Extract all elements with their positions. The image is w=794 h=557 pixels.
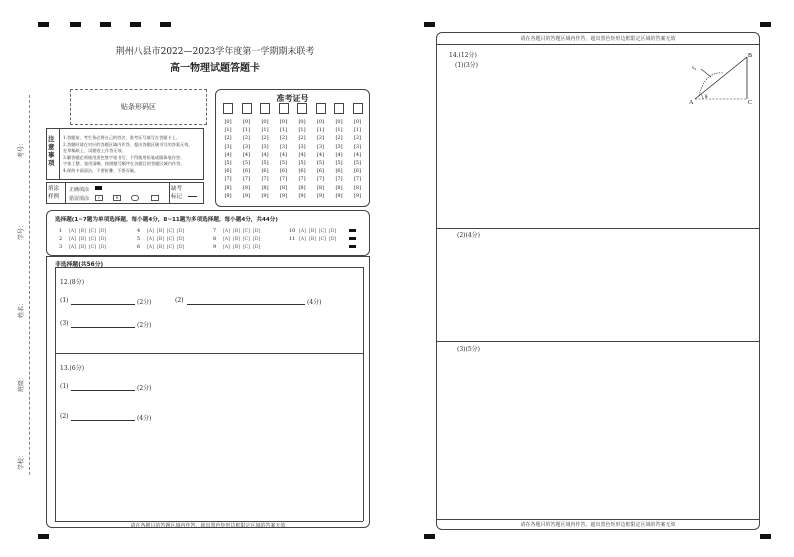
exam-id-digit-option[interactable]: [9] [224, 192, 232, 199]
exam-id-digit-option[interactable]: [7] [261, 176, 269, 183]
registration-mark [130, 22, 141, 27]
exam-id-digit-option[interactable]: [8] [335, 184, 343, 191]
absent-mark-label: 缺考标记 [171, 186, 183, 200]
wrong-fill-sample: ✓ [95, 195, 103, 201]
choice-option-bubble[interactable]: [C] [242, 229, 250, 234]
question-number: 8 [213, 236, 217, 242]
correct-fill-label: 正确填涂 [69, 187, 90, 193]
exam-id-digit-box[interactable] [260, 103, 270, 114]
title-line-2: 高一物理试题答题卡 [170, 63, 260, 74]
choice-option-bubble[interactable]: [B] [78, 237, 86, 242]
exam-id-digit-option[interactable]: [5] [353, 160, 362, 167]
choice-option-bubble[interactable]: [B] [232, 229, 240, 234]
exam-id-digit-option[interactable]: [8] [261, 184, 269, 191]
exam-id-digit-option[interactable]: [0] [279, 119, 288, 125]
choice-question-row [137, 236, 187, 242]
choice-question-row [137, 228, 187, 234]
exam-id-title: 准考证号 [276, 94, 309, 103]
exam-id-digit-option[interactable]: [8] [242, 184, 251, 191]
registration-mark [760, 534, 771, 539]
exam-id-digit-option[interactable]: [3] [224, 143, 232, 150]
choice-option-bubble[interactable]: [C] [166, 229, 174, 234]
exam-id-digit-option[interactable]: [9] [335, 192, 343, 199]
q12-part1-label: (1) [60, 297, 69, 304]
exam-id-box [215, 89, 370, 207]
choice-option-bubble[interactable]: [C] [242, 237, 250, 242]
registration-mark [100, 22, 111, 27]
exam-id-digit-option[interactable]: [0] [335, 119, 343, 125]
exam-id-digit-column [222, 118, 234, 200]
exam-id-digit-option[interactable]: [4] [353, 151, 362, 158]
exam-id-digit-box[interactable] [223, 103, 233, 114]
notes-line: 字体工整、笔迹清晰，按照题号顺序在各题目的答题区域内作答。 [63, 161, 185, 166]
exam-id-digit-option[interactable]: [0] [261, 119, 269, 125]
choice-question-row [59, 236, 109, 242]
registration-mark [424, 22, 435, 27]
choice-option-bubble[interactable]: [D] [252, 245, 261, 250]
exam-id-digit-box[interactable] [353, 103, 363, 114]
question-number: 5 [137, 236, 141, 242]
correct-fill-sample [95, 186, 102, 190]
exam-id-digit-option[interactable]: [9] [279, 192, 288, 199]
exam-id-digit-option[interactable]: [2] [242, 135, 251, 142]
nonchoice-section [46, 256, 370, 528]
q14-part1-label: (1)(3分) [455, 62, 478, 69]
q12-part2-score: (4分) [307, 299, 322, 306]
choice-option-bubble[interactable]: [B] [232, 245, 240, 250]
exam-id-digit-option[interactable]: [1] [242, 127, 251, 134]
choice-option-bubble[interactable]: [A] [147, 245, 154, 250]
exam-id-digit-option[interactable]: [2] [279, 135, 288, 142]
exam-id-digit-option[interactable]: [9] [298, 192, 306, 199]
exam-id-digit-option[interactable]: [4] [335, 151, 343, 158]
registration-mark [38, 534, 49, 539]
question-number: 1 [59, 228, 63, 234]
label-c: C [748, 100, 753, 105]
exam-id-digit-option[interactable]: [5] [316, 160, 325, 167]
notes-heading: 注意事项 [48, 135, 55, 167]
choice-option-bubble[interactable]: [B] [308, 229, 316, 234]
exam-id-digit-option[interactable]: [3] [279, 143, 288, 150]
choice-option-bubble[interactable]: [D] [176, 237, 185, 242]
fill-example-label: 填涂样例 [48, 186, 60, 200]
choice-option-bubble[interactable]: [B] [156, 237, 164, 242]
exam-id-digit-option[interactable]: [3] [242, 143, 251, 150]
exam-id-digit-option[interactable]: [2] [353, 135, 362, 142]
choice-option-bubble[interactable]: [D] [98, 245, 107, 250]
choice-question-row [213, 228, 263, 234]
q12-part2-label: (2) [175, 297, 184, 304]
choice-option-bubble[interactable]: [C] [88, 229, 96, 234]
choice-option-bubble[interactable]: [B] [78, 245, 86, 250]
right-answer-frame [436, 32, 760, 530]
question-number: 2 [59, 236, 63, 242]
choice-option-bubble[interactable]: [A] [147, 229, 154, 234]
choice-option-bubble[interactable]: [B] [308, 237, 316, 242]
timing-mark [349, 237, 356, 240]
exam-id-digit-box[interactable] [316, 103, 326, 114]
exam-id-digit-option[interactable]: [6] [335, 168, 343, 175]
wrong-fill-sample [131, 195, 139, 201]
exam-id-digit-option[interactable]: [7] [224, 176, 232, 183]
exam-id-digit-option[interactable]: [6] [316, 168, 325, 175]
exam-id-digit-option[interactable]: [7] [242, 176, 251, 183]
registration-mark [38, 22, 49, 27]
notes-line: 3.解答题必须使用黑色签字笔书写，不得使用铅笔或圆珠笔作答； [63, 155, 185, 160]
choice-question-row [213, 236, 263, 242]
exam-id-digit-option[interactable]: [1] [279, 127, 288, 134]
q12-part3-blank[interactable] [71, 320, 135, 328]
q12-part3-label: (3) [60, 320, 69, 327]
registration-mark [424, 534, 435, 539]
choice-option-bubble[interactable]: [C] [88, 245, 96, 250]
exam-id-digit-option[interactable]: [3] [353, 143, 362, 150]
choice-option-bubble[interactable]: [D] [252, 237, 261, 242]
choice-option-bubble[interactable]: [C] [166, 245, 174, 250]
exam-id-digit-option[interactable]: [7] [279, 176, 288, 183]
q12-part1-blank[interactable] [71, 297, 135, 305]
choice-option-bubble[interactable]: [A] [69, 245, 76, 250]
exam-id-digit-option[interactable]: [0] [224, 119, 232, 125]
choice-option-bubble[interactable]: [A] [223, 229, 230, 234]
exam-id-digit-option[interactable]: [1] [353, 127, 362, 134]
exam-id-digit-option[interactable]: [3] [335, 143, 343, 150]
exam-id-digit-box[interactable] [297, 103, 307, 114]
exam-id-digit-option[interactable]: [4] [279, 151, 288, 158]
exam-id-digit-option[interactable]: [6] [261, 168, 269, 175]
exam-id-digit-column [259, 118, 271, 200]
exam-id-digit-option[interactable]: [3] [316, 143, 325, 150]
exam-id-digit-option[interactable]: [2] [316, 135, 325, 142]
exam-id-digit-box[interactable] [279, 103, 289, 114]
exam-id-digit-option[interactable]: [1] [316, 127, 325, 134]
exam-id-digit-box[interactable] [242, 103, 252, 114]
barcode-area [70, 89, 207, 125]
label-a: A [689, 100, 694, 105]
exam-id-digit-option[interactable]: [2] [335, 135, 343, 142]
exam-id-digit-option[interactable]: [5] [279, 160, 288, 167]
exam-id-digit-option[interactable]: [7] [298, 176, 306, 183]
exam-id-digit-option[interactable]: [8] [316, 184, 325, 191]
exam-id-digit-option[interactable]: [0] [298, 119, 306, 125]
title-line-1: 荆州八县市2022—2023学年度第一学期期末联考 [115, 47, 315, 57]
choice-option-bubble[interactable]: [D] [98, 237, 107, 242]
velocity-arrow [701, 69, 711, 77]
q13-part2-blank[interactable] [71, 413, 135, 421]
timing-mark [349, 245, 356, 248]
incline-line [695, 57, 747, 99]
exam-id-digit-option[interactable]: [1] [261, 127, 269, 134]
question-number: 7 [213, 228, 217, 234]
label-theta: θ [705, 95, 708, 100]
q13-part1-label: (1) [60, 383, 69, 390]
q13-part2-score: (4分) [137, 415, 152, 422]
barcode-label: 贴条形码区 [121, 103, 156, 111]
choice-title: 选择题(1~7题为单项选择题，每小题4分，8~11题为多项选择题，每小题4分，共44分) [55, 217, 278, 223]
label-v0: v₀ [692, 66, 697, 71]
footer-note: 请在各题目的答题区域内作答，超出黑色矩形边框限定区域的答案无效 [520, 36, 676, 42]
notes-line: 2.答题时请在对应的答题区域内作答，超出答题区域书写的答案无效， [63, 142, 193, 147]
exam-id-digit-option[interactable]: [4] [242, 151, 251, 158]
side-label-class: 班级： [18, 373, 25, 392]
choice-option-bubble[interactable]: [D] [98, 229, 107, 234]
label-b: B [748, 53, 753, 59]
q13-part1-score: (2分) [137, 385, 152, 392]
choice-section [46, 210, 370, 256]
choice-option-bubble[interactable]: [B] [156, 229, 164, 234]
exam-id-digit-option[interactable]: [1] [335, 127, 343, 134]
question-number: 11 [289, 236, 296, 242]
q12-title: 12.(8分) [60, 279, 85, 286]
exam-id-digit-option[interactable]: [0] [316, 119, 325, 125]
registration-mark [760, 22, 771, 27]
choice-option-bubble[interactable]: [B] [232, 237, 240, 242]
theta-arc [701, 94, 703, 99]
choice-question-row [289, 236, 339, 242]
q12-part2-blank[interactable] [187, 297, 305, 305]
exam-id-digit-option[interactable]: [9] [353, 192, 362, 199]
notes-line: 在草稿纸上、试题卷上作答无效。 [63, 148, 126, 153]
choice-option-bubble[interactable]: [D] [328, 229, 337, 234]
exam-id-digit-option[interactable]: [1] [298, 127, 306, 134]
q14-part3-label: (3)(5分) [457, 346, 480, 353]
choice-option-bubble[interactable]: [A] [223, 237, 230, 242]
question-number: 9 [213, 244, 217, 250]
choice-option-bubble[interactable]: [A] [223, 245, 230, 250]
choice-option-bubble[interactable]: [A] [299, 237, 306, 242]
choice-option-bubble[interactable]: [B] [78, 229, 86, 234]
absent-mark-box[interactable] [188, 192, 197, 197]
side-label-school: 学校： [18, 451, 25, 470]
exam-id-digit-box[interactable] [334, 103, 344, 114]
choice-option-bubble[interactable]: [D] [252, 229, 261, 234]
exam-id-digit-option[interactable]: [8] [224, 184, 232, 191]
exam-id-digit-option[interactable]: [4] [298, 151, 306, 158]
exam-id-digit-option[interactable]: [5] [298, 160, 306, 167]
registration-mark [70, 22, 81, 27]
exam-id-digit-option[interactable]: [6] [242, 168, 251, 175]
q14-title: 14.(12分) [449, 52, 477, 59]
nonchoice-title: 非选择题(共56分) [55, 262, 104, 268]
exam-id-digit-option[interactable]: [6] [298, 168, 306, 175]
question-number: 4 [137, 228, 141, 234]
exam-id-digit-column [352, 118, 364, 200]
choice-option-bubble[interactable]: [A] [69, 229, 76, 234]
incline-figure [689, 49, 755, 105]
timing-mark [349, 229, 356, 232]
exam-id-digit-column [296, 118, 308, 200]
side-label-student-no: 学号： [18, 221, 25, 240]
exam-id-digit-column [241, 118, 253, 200]
notes-line: 1.答题前，考生务必将自己的姓名、准考证号填写在答题卡上。 [63, 135, 181, 140]
choice-option-bubble[interactable]: [A] [299, 229, 306, 234]
notes-box [46, 128, 204, 180]
footer-note: 请在各题目的答题区域内作答，超出黑色矩形边框限定区域的答案无效 [520, 522, 676, 528]
exam-id-digit-option[interactable]: [0] [353, 119, 362, 125]
question-number: 3 [59, 244, 63, 250]
side-label-exam-no: 考号： [18, 139, 25, 158]
registration-mark [160, 22, 171, 27]
side-label-name: 姓名： [18, 299, 25, 318]
exam-id-digit-option[interactable]: [4] [261, 151, 269, 158]
exam-id-digit-option[interactable]: [7] [316, 176, 325, 183]
exam-id-digit-option[interactable]: [6] [279, 168, 288, 175]
wrong-fill-sample [151, 195, 159, 201]
exam-id-digit-option[interactable]: [7] [353, 176, 362, 183]
exam-id-digit-option[interactable]: [9] [261, 192, 269, 199]
fill-example-box [46, 182, 204, 204]
choice-option-bubble[interactable]: [C] [242, 245, 250, 250]
question-number: 10 [289, 228, 296, 234]
exam-id-digit-option[interactable]: [5] [261, 160, 269, 167]
choice-question-row [59, 244, 109, 250]
footer-note: 请在各题目的答题区域内作答，超出黑色矩形边框限定区域的答案无效 [130, 523, 286, 529]
exam-id-digit-option[interactable]: [2] [261, 135, 269, 142]
q13-title: 13.(6分) [60, 365, 85, 372]
choice-option-bubble[interactable]: [D] [176, 229, 185, 234]
exam-id-digit-option[interactable]: [2] [298, 135, 306, 142]
choice-question-row [289, 228, 339, 234]
exam-id-digit-option[interactable]: [4] [224, 151, 232, 158]
choice-option-bubble[interactable]: [D] [176, 245, 185, 250]
exam-id-digit-option[interactable]: [5] [242, 160, 251, 167]
exam-id-digit-option[interactable]: [2] [224, 135, 232, 142]
choice-option-bubble[interactable]: [A] [69, 237, 76, 242]
exam-id-digit-option[interactable]: [4] [316, 151, 325, 158]
exam-id-digit-option[interactable]: [7] [335, 176, 343, 183]
exam-id-digit-option[interactable]: [5] [335, 160, 343, 167]
choice-option-bubble[interactable]: [D] [328, 237, 337, 242]
q13-part1-blank[interactable] [71, 383, 135, 391]
exam-id-digit-option[interactable]: [6] [224, 168, 232, 175]
exam-id-digit-option[interactable]: [8] [353, 184, 362, 191]
notes-line: 4.保持卡面清洁，不要折叠、不要弄破。 [63, 168, 139, 173]
wrong-fill-sample: ✕ [113, 195, 121, 201]
exam-id-digit-option[interactable]: [9] [242, 192, 251, 199]
choice-question-row [137, 244, 187, 250]
exam-id-digit-option[interactable]: [8] [279, 184, 288, 191]
exam-id-digit-option[interactable]: [8] [298, 184, 306, 191]
q14-part2-label: (2)(4分) [457, 232, 480, 239]
choice-option-bubble[interactable]: [A] [147, 237, 154, 242]
exam-id-digit-column [278, 118, 290, 200]
q12-part1-score: (2分) [137, 299, 152, 306]
exam-id-digit-column [333, 118, 345, 200]
choice-option-bubble[interactable]: [C] [318, 237, 326, 242]
choice-option-bubble[interactable]: [C] [318, 229, 326, 234]
choice-option-bubble[interactable]: [B] [156, 245, 164, 250]
exam-id-digit-option[interactable]: [9] [316, 192, 325, 199]
choice-question-row [213, 244, 263, 250]
exam-id-digit-option[interactable]: [0] [242, 119, 251, 125]
choice-option-bubble[interactable]: [C] [166, 237, 174, 242]
exam-id-digit-option[interactable]: [3] [298, 143, 306, 150]
question-number: 6 [137, 244, 141, 250]
exam-id-digit-option[interactable]: [6] [353, 168, 362, 175]
exam-id-digit-column [315, 118, 327, 200]
q12-part3-score: (2分) [137, 322, 152, 329]
exam-id-digit-option[interactable]: [3] [261, 143, 269, 150]
choice-option-bubble[interactable]: [C] [88, 237, 96, 242]
wrong-fill-label: 错误填涂 [69, 196, 90, 202]
choice-question-row [59, 228, 109, 234]
exam-id-digit-option[interactable]: [1] [224, 127, 232, 134]
exam-id-digit-option[interactable]: [5] [224, 160, 232, 167]
q13-part2-label: (2) [60, 413, 69, 420]
